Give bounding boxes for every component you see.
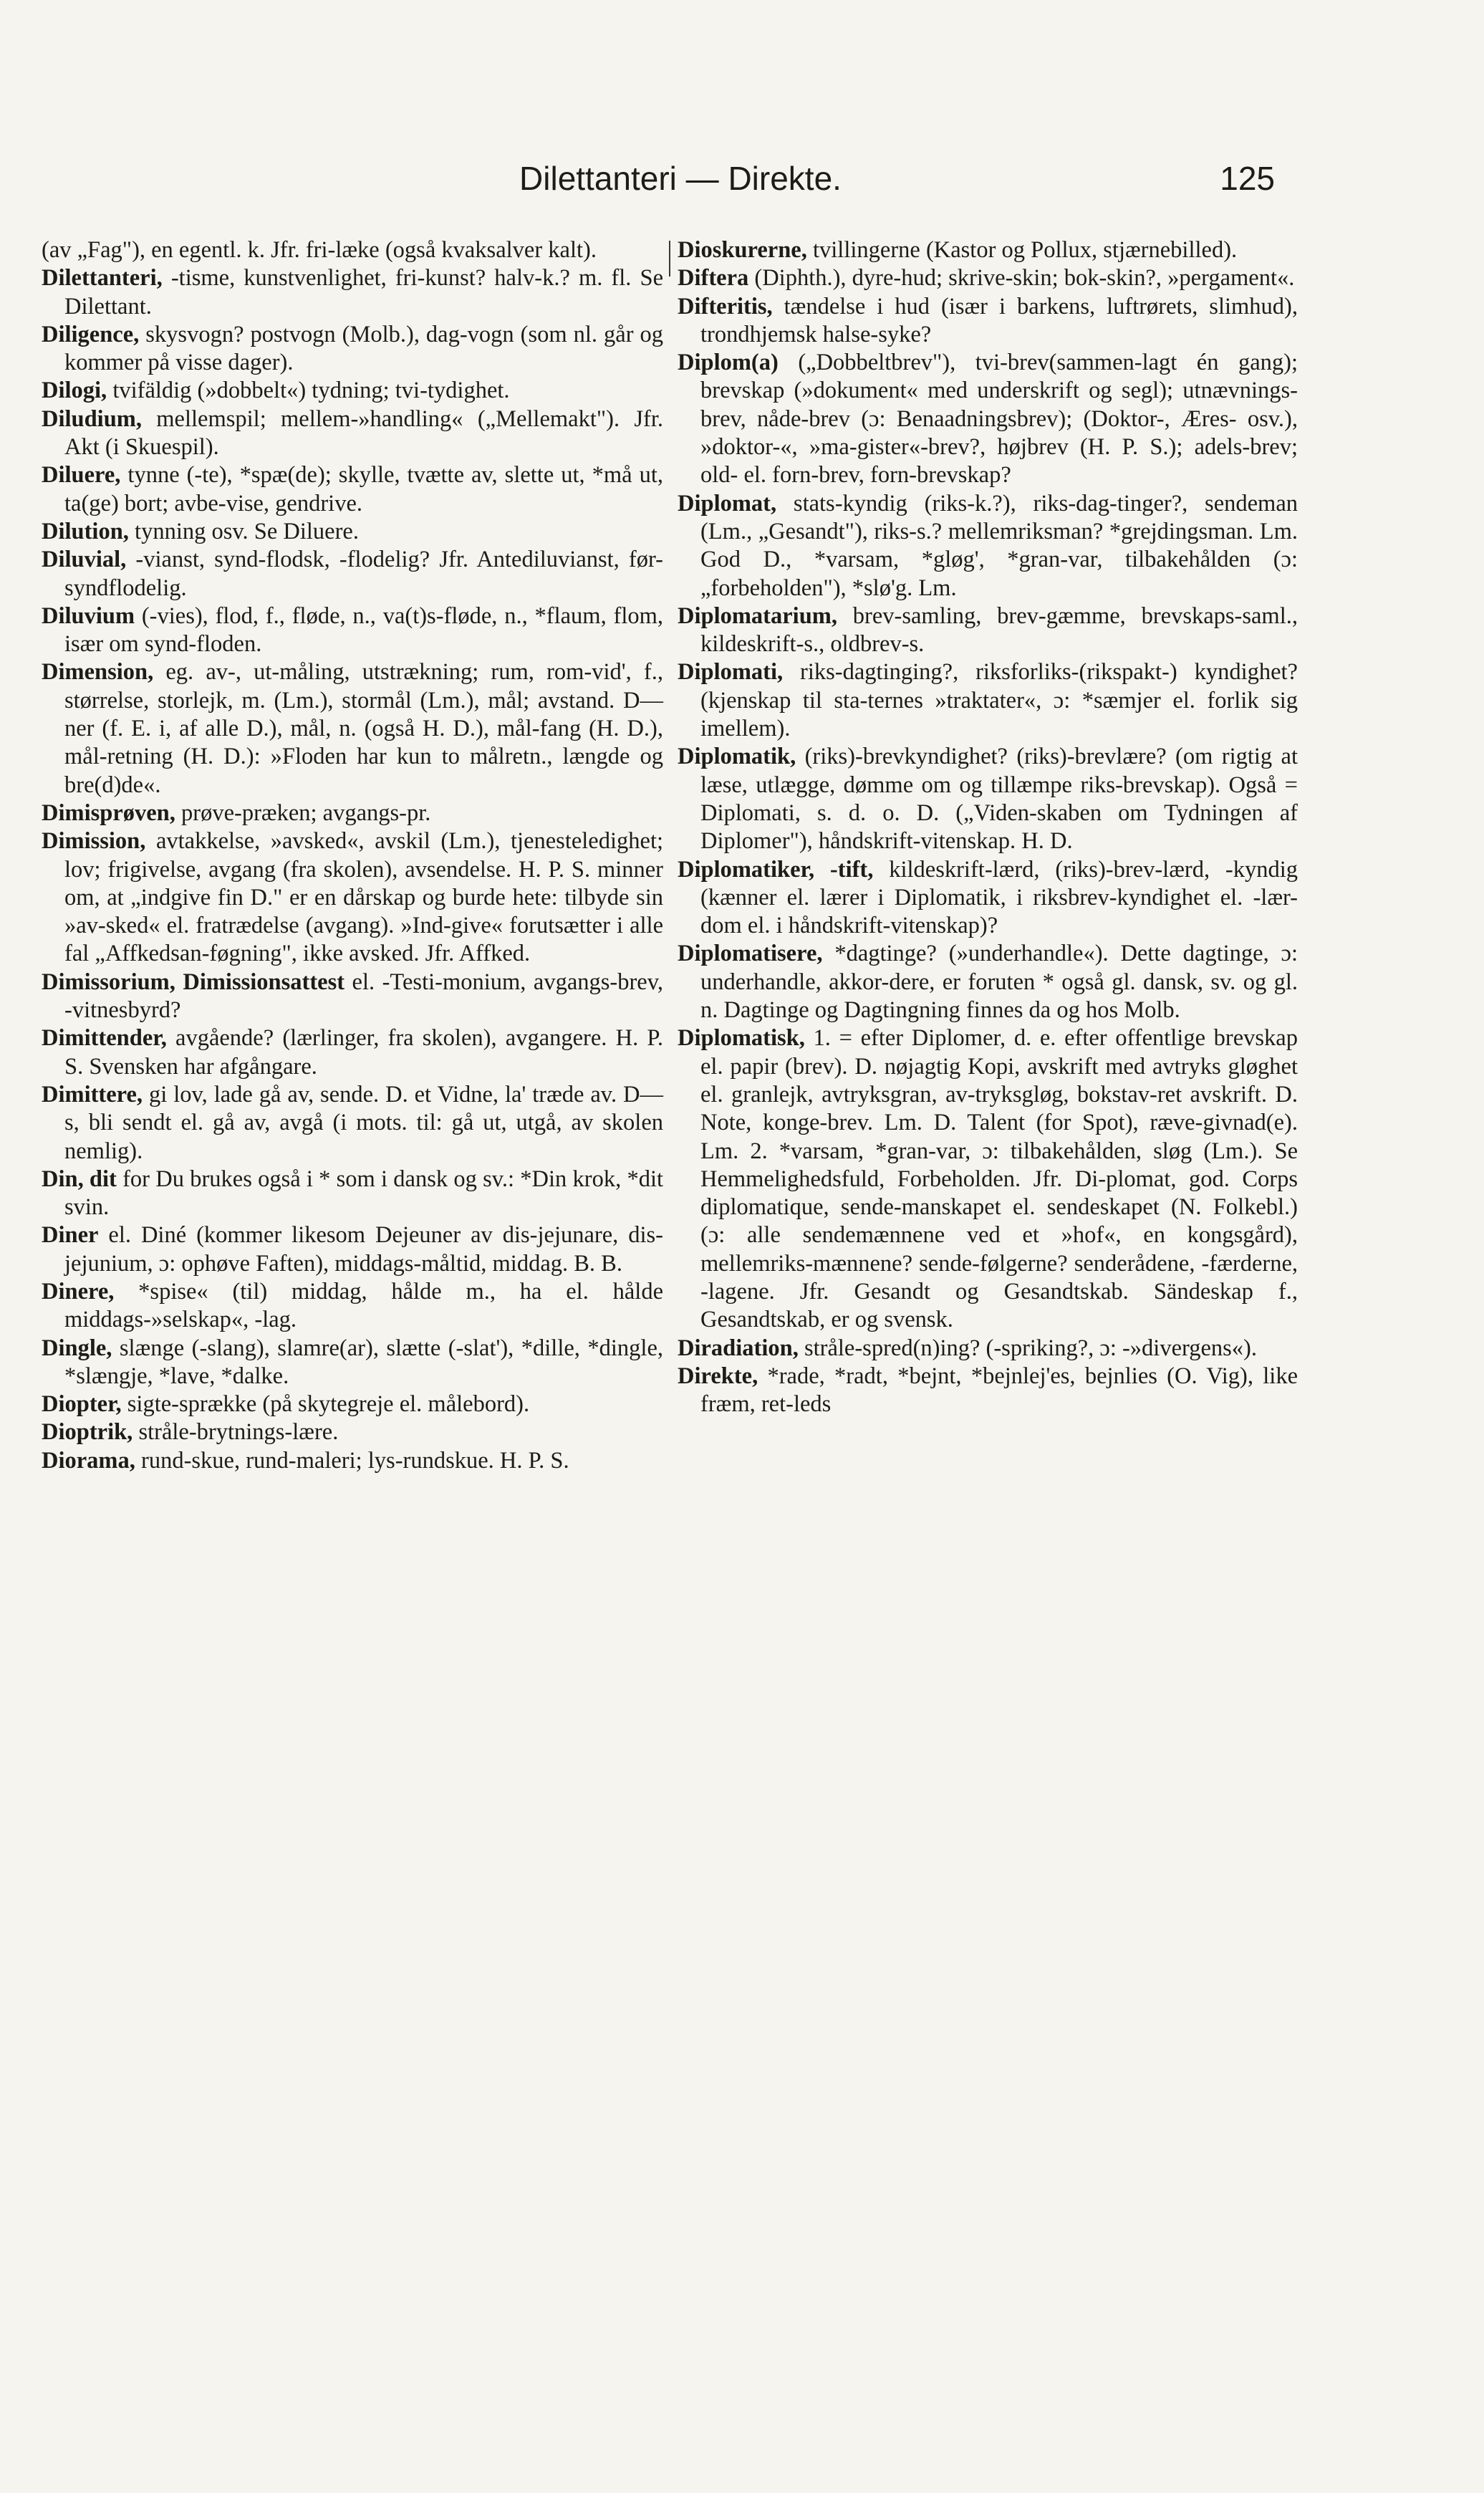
entry-definition: (-vies), flod, f., fløde, n., va(t)s-fløde, n., *flaum, flom, især om synd-floden. (64, 602, 663, 658)
entry-headword: Diner (42, 1222, 99, 1249)
entry-headword: Diplomatiker, -tift, (678, 856, 874, 883)
entry-headword: Diplomati, (678, 659, 784, 686)
entry-headword: Diligence, (42, 321, 140, 347)
entry-headword: Dioskurerne, (678, 237, 807, 263)
dictionary-entry (678, 743, 1298, 855)
entry-headword: Direkte, (678, 1363, 758, 1389)
entry-definition: slænge (-slang), slamre(ar), slætte (-slat'), *dille, *dingle, *slængje, *lave, *dalke. (64, 1335, 663, 1389)
dictionary-entry (42, 1278, 663, 1335)
entry-headword: Dilettanteri, (42, 265, 163, 292)
dictionary-entry (678, 264, 1298, 292)
entry-headword: Dioptrik, (42, 1419, 133, 1446)
dictionary-entry (42, 377, 663, 405)
entry-definition: mellemspil; mellem-»handling« („Mellemakt"). Jfr. Akt (i Skuespil). (64, 405, 663, 461)
entry-headword: Diorama, (42, 1447, 135, 1474)
entry-definition: *spise« (til) middag, hålde m., ha el. hålde middags-»selskap«, -lag. (64, 1278, 663, 1333)
entry-definition: 1. = efter Diplomer, d. e. efter offentlige brevskap el. papir (brev). D. nøjagtig Kopi, avskrift med avtryks gløghet el. granlejk, avtryksgran, av-tryksgløg, bokstav-ret avskrift. D. Note, konge-brev. Lm. D. Talent (for Spot), ræve-givnad(e). Lm. 2. *varsam, *gran-var, ɔ: tilbakehålden, sløg (Lm.). Se Hemmelighedsfuld, Forbeholden. Jfr. Di-plomat, god. Corps diplomatique, sende-manskapet el. sendeskapet (N. Folkebl.) (ɔ: alle sendemænnene ved et »hof«, en kongsgård), mellemriks-mænnene? sende-følgerne? senderådene, -færderne, -lagene. Jfr. Gesandt og Gesandtskab. Sändeskap f., Gesandtskab, er og svensk. (700, 1025, 1298, 1333)
entry-headword: Diludium, (42, 405, 142, 432)
entry-definition: el. -Testi-monium, avgangs-brev, -vitnesbyrd? (64, 969, 663, 1024)
entry-headword: Dimittere, (42, 1081, 143, 1108)
entry-headword: Diftera (678, 265, 749, 292)
entry-headword: Dimension, (42, 659, 154, 686)
entry-definition: (riks)-brevkyndighet? (riks)-brevlære? (om rigtig at læse, utlægge, dømme om og tillæmpe riks-brevskap). Også = Diplomati, s. d. o. D. („Viden-skaben om Tydningen af Diplomer"), håndskrift-vitenskap. H. D. (700, 744, 1298, 855)
running-header (86, 159, 1275, 209)
dictionary-entry (42, 264, 663, 321)
entry-headword: Diplomatisk, (678, 1025, 805, 1052)
dictionary-entry (42, 658, 663, 799)
dictionary-entry (42, 461, 663, 518)
entry-headword: Dimissorium, Dimissionsattest (42, 969, 345, 995)
entry-definition: *dagtinge? (»underhandle«). Dette dagtinge, ɔ: underhandle, akkor-dere, er foruten * også gl. dansk, sv. og gl. n. Dagtinge og Dagtingning finnes da og hos Molb. (700, 941, 1298, 1024)
entry-headword: Dingle, (42, 1335, 112, 1361)
entry-headword: Diluvial, (42, 547, 127, 573)
dictionary-entry (678, 658, 1298, 743)
dictionary-entry (42, 602, 663, 659)
dictionary-entry (678, 236, 1298, 264)
entry-headword: Dimisprøven, (42, 799, 175, 826)
dictionary-entry (42, 1418, 663, 1446)
entry-headword: Diluere, (42, 462, 121, 489)
dictionary-entry (42, 405, 663, 462)
dictionary-entry (678, 1363, 1298, 1419)
dictionary-entry (42, 969, 663, 1025)
entry-definition: sigte-sprække (på skytegreje el. målebord). (121, 1391, 530, 1418)
header-title: Dilettanteri — Direkte. (519, 160, 842, 197)
dictionary-entry (678, 349, 1298, 489)
dictionary-entry (42, 1024, 663, 1081)
dictionary-entry (42, 827, 663, 968)
entry-definition: brev-samling, brev-gæmme, brevskaps-saml., kildeskrift-s., oldbrev-s. (700, 602, 1298, 658)
entry-definition: stats-kyndig (riks-k.?), riks-dag-tinger?, sendeman (Lm., „Gesandt"), riks-s.? mellemriksman? *grejdingsman. Lm. God D., *varsam, *gløg', *gran-var, tilbakehålden (ɔ: „forbeholden"), *slø'g. Lm. (700, 490, 1298, 601)
entry-definition: („Dobbeltbrev"), tvi-brev(sammen-lagt én gang); brevskap (»dokument« med underskrift og segl); utnævnings-brev, nåde-brev (ɔ: Benaadningsbrev); (Doktor-, Æres- osv.), »doktor-«, »ma-gister«-brev?, højbrev (H. P. S.); adels-brev; old- el. forn-brev, forn-brevskap? (700, 350, 1298, 489)
entry-headword: Diplomatarium, (678, 602, 837, 629)
entry-definition: rund-skue, rund-maleri; lys-rundskue. H. P. S. (135, 1447, 569, 1474)
dictionary-entry (678, 293, 1298, 350)
entry-headword: Dilogi, (42, 378, 107, 404)
dictionary-entry (678, 1335, 1298, 1363)
entry-headword: Difteritis, (678, 293, 773, 320)
entry-definition: stråle-brytnings-lære. (132, 1419, 339, 1446)
dictionary-entry (42, 1390, 663, 1418)
entry-definition: skysvogn? postvogn (Molb.), dag-vogn (som nl. går og kommer på visse dager). (64, 321, 663, 376)
dictionary-entry (678, 856, 1298, 941)
entry-headword: Dimission, (42, 828, 146, 855)
entry-definition: tændelse i hud (især i barkens, luftrørets, slimhud), trondhjemsk halse-syke? (700, 293, 1298, 347)
entry-headword: Diplom(a) (678, 350, 779, 376)
dictionary-entry (678, 602, 1298, 659)
dictionary-entry (42, 1166, 663, 1222)
right-column (678, 236, 1298, 1418)
left-column (42, 236, 663, 1475)
entry-headword: Diluvium (42, 602, 135, 629)
entry-definition: prøve-præken; avgangs-pr. (175, 799, 431, 826)
dictionary-entry (42, 1335, 663, 1391)
entry-definition: gi lov, lade gå av, sende. D. et Vidne, la' træde av. D—s, bli sendt el. gå av, avgå (i mots. til: gå ut, utgå, av skolen nemlig). (64, 1081, 663, 1164)
entry-definition: riks-dagtinging?, riksforliks-(rikspakt-) kyndighet? (kjenskap til sta-ternes »traktater«, ɔ: *sæmjer el. forlik sig imellem). (700, 659, 1298, 742)
entry-definition: kildeskrift-lærd, (riks)-brev-lærd, -kyndig (kænner el. lærer i Diplomatik, i riksbrev-kyndighet el. -lær-dom el. i håndskrift-vitenskap)? (700, 856, 1298, 939)
dictionary-entry (678, 490, 1298, 602)
dictionary-entry (42, 799, 663, 827)
entry-definition: (av „Fag"), en egentl. k. Jfr. fri-læke (også kvaksalver kalt). (42, 237, 597, 263)
entry-definition: tynne (-te), *spæ(de); skylle, tvætte av, slette ut, *må ut, ta(ge) bort; avbe-vise, gendrive. (64, 462, 663, 517)
entry-headword: Diplomatik, (678, 744, 796, 770)
dictionary-entry (42, 1221, 663, 1278)
entry-headword: Diradiation, (678, 1335, 799, 1361)
entry-headword: Din, dit (42, 1166, 117, 1192)
dictionary-entry (42, 546, 663, 602)
dictionary-entry (42, 236, 663, 264)
dictionary-entry (42, 1447, 663, 1475)
entry-headword: Diplomatisere, (678, 941, 823, 967)
dictionary-entry (42, 1081, 663, 1166)
entry-definition: stråle-spred(n)ing? (-spriking?, ɔ: -»divergens«). (798, 1335, 1258, 1361)
entry-definition: -vianst, synd-flodsk, -flodelig? Jfr. Antediluvianst, før-syndflodelig. (64, 547, 663, 601)
entry-headword: Dinere, (42, 1278, 115, 1305)
entry-definition: (Diphth.), dyre-hud; skrive-skin; bok-skin?, »pergament«. (748, 265, 1295, 292)
entry-definition: *rade, *radt, *bejnt, *bejnlej'es, bejnlies (O. Vig), like fræm, ret-leds (700, 1363, 1298, 1418)
entry-definition: -tisme, kunstvenlighet, fri-kunst? halv-k.? m. fl. Se Dilettant. (64, 265, 663, 320)
entry-definition: avgående? (lærlinger, fra skolen), avgangere. H. P. S. Svensken har afgångare. (64, 1025, 663, 1080)
page-number: 125 (1220, 160, 1275, 197)
entry-headword: Diopter, (42, 1391, 122, 1418)
entry-headword: Dilution, (42, 518, 129, 544)
entry-definition: el. Diné (kommer likesom Dejeuner av dis-jejunare, dis-jejunium, ɔ: ophøve Faften), middags-måltid, middag. B. B. (64, 1222, 663, 1277)
entry-definition: for Du brukes også i * som i dansk og sv.: *Din krok, *dit svin. (64, 1166, 663, 1221)
entry-definition: eg. av-, ut-måling, utstrækning; rum, rom-vid', f., størrelse, storlejk, m. (Lm.), stormål (Lm.), mål; avstand. D—ner (f. E. i, af alle D.), mål, n. (også H. D.), mål-fang (H. D.), mål-retning (H. D.): »Floden har kun to målretn., længde og bre(d)de«. (64, 659, 663, 798)
dictionary-entry (678, 940, 1298, 1024)
entry-definition: tvifäldig (»dobbelt«) tydning; tvi-tydighet. (107, 378, 510, 404)
entry-definition: avtakkelse, »avsked«, avskil (Lm.), tjenesteledighet; lov; frigivelse, avgang (fra skolen), avsendelse. H. P. S. minner om, at „indgive fin D." er en dårskap og burde hete: tilbyde sin »av-sked« el. fratrædelse (avgang). »Ind-give« forutsætter i alle fal „Affkedsan-føgning", ikke avsked. Jfr. Affked. (64, 828, 663, 967)
entry-headword: Diplomat, (678, 490, 777, 517)
dictionary-entry (678, 1024, 1298, 1334)
entry-headword: Dimittender, (42, 1025, 167, 1052)
entry-definition: tvillingerne (Kastor og Pollux, stjærnebilled). (806, 237, 1238, 263)
dictionary-entry (42, 321, 663, 378)
entry-definition: tynning osv. Se Diluere. (128, 518, 359, 544)
column-divider (669, 241, 670, 277)
dictionary-entry (42, 518, 663, 546)
